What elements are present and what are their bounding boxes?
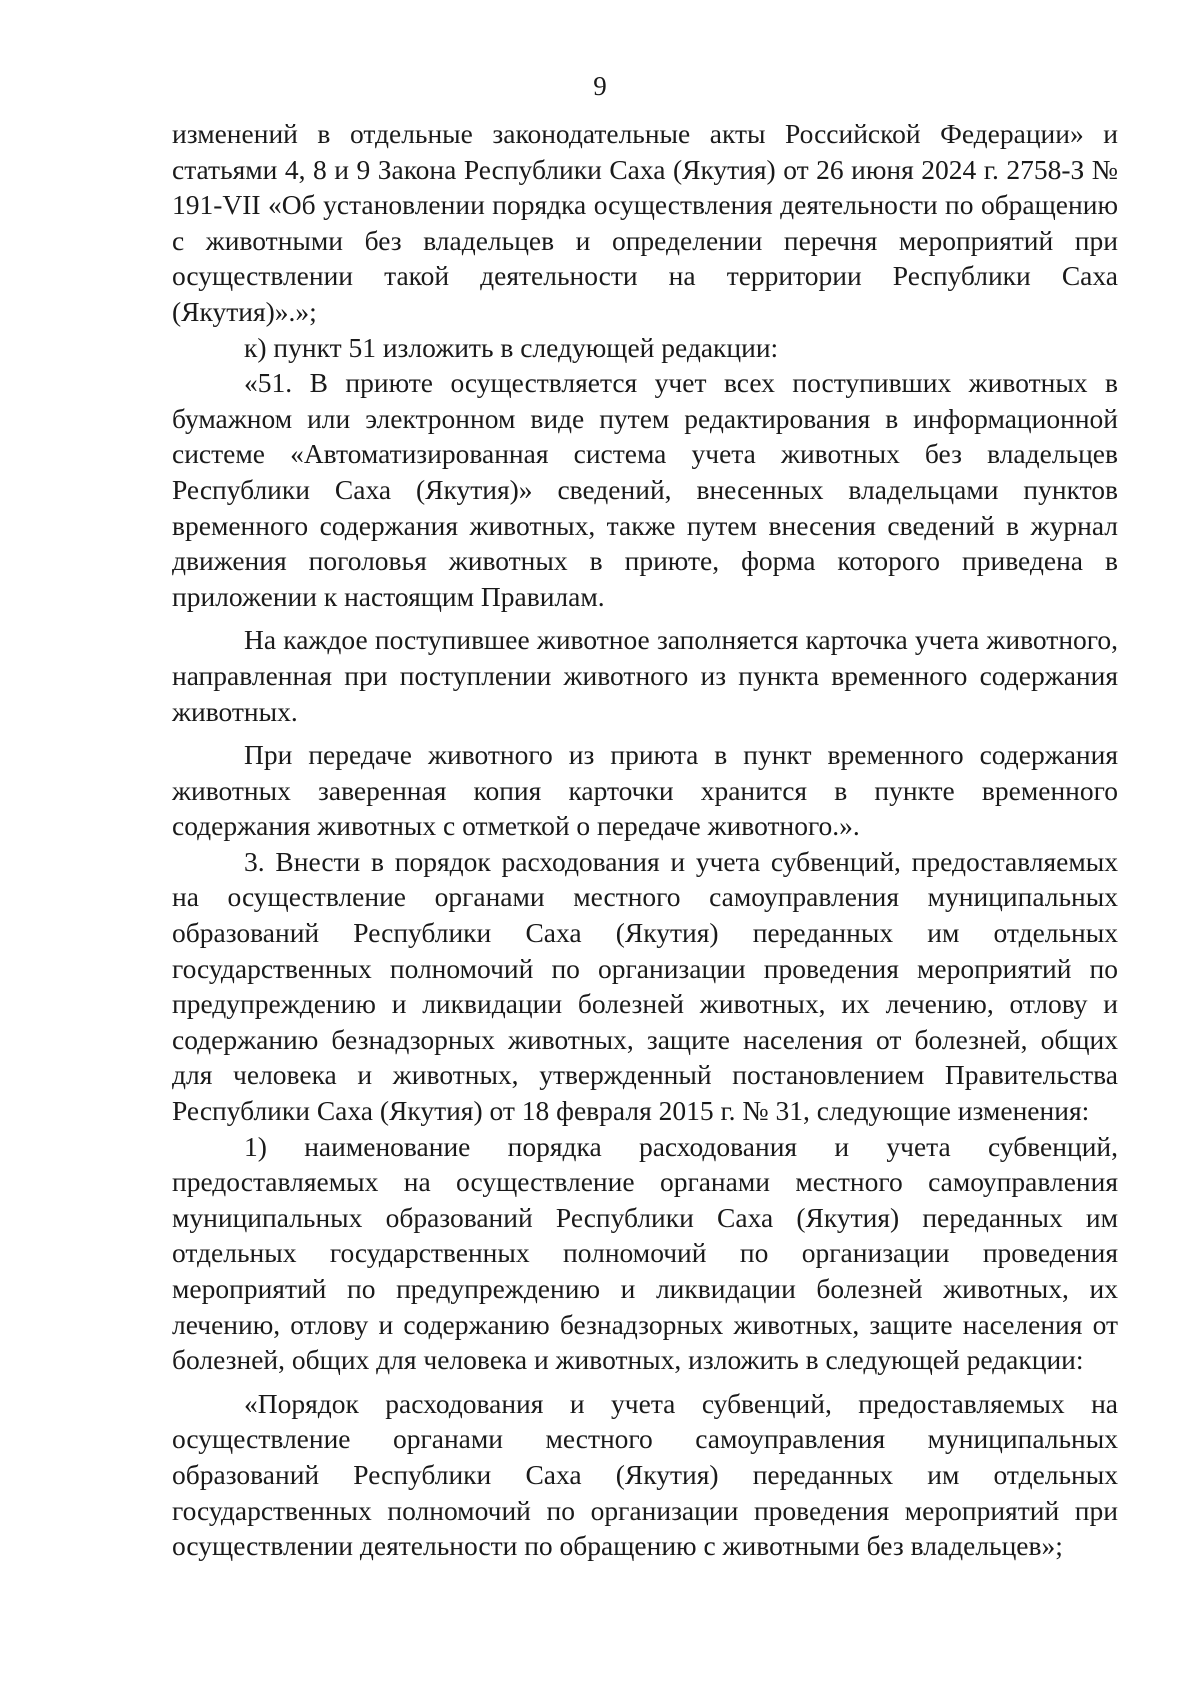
paragraph-continuation: изменений в отдельные законодательные акты Российской Федерации» и статьями 4, 8 и 9 Закона Республики Саха (Якутия) от 26 июня 2024 г. 2758-З № 191-VII «Об установлении порядка осуществления деятельности по обращению с животными без владельцев и определении перечня мероприятий при осуществлении такой деятельности на территории Республики Саха (Якутия)».»;: [172, 118, 1118, 327]
paragraph-section-3: 3. Внести в порядок расходования и учета субвенций, предоставляемых на осуществление органами местного самоуправления муниципальных образований Республики Саха (Якутия) переданных им отдельных государственных полномочий по организации проведения мероприятий по предупреждению и ликвидации болезней животных, их лечению, отлову и содержанию безнадзорных животных, защите населения от болезней, общих для человека и животных, утвержденный постановлением Правительства Республики Саха (Якутия) от 18 февраля 2015 г. № 31, следующие изменения:: [172, 845, 1118, 1127]
paragraph-new-title: «Порядок расходования и учета субвенций, предоставляемых на осуществление органами местного самоуправления муниципальных образований Республики Саха (Якутия) переданных им отдельных государственных полномочий по организации проведения мероприятий при осуществлении деятельности по обращению с животными без владельцев»;: [172, 1387, 1118, 1562]
paragraph-subitem-k: к) пункт 51 изложить в следующей редакции:: [244, 331, 779, 363]
paragraph-animal-card: На каждое поступившее животное заполняется карточка учета животного, направленная при поступлении животного из пункта временного содержания животных.: [172, 624, 1118, 727]
page-number: 9: [593, 71, 607, 101]
paragraph-transfer: При передаче животного из приюта в пункт временного содержания животных заверенная копия карточки хранится в пункте временного содержания животных с отметкой о передаче животного.».: [172, 739, 1118, 842]
document-body: [172, 116, 1118, 1564]
paragraph-subitem-1: 1) наименование порядка расходования и учета субвенций, предоставляемых на осуществление органами местного самоуправления муниципальных образований Республики Саха (Якутия) переданных им отдельных государственных полномочий по организации проведения мероприятий по предупреждению и ликвидации болезней животных, их лечению, отлову и содержанию безнадзорных животных, защите населения от болезней, общих для человека и животных, изложить в следующей редакции:: [172, 1130, 1118, 1376]
paragraph-item-51: «51. В приюте осуществляется учет всех поступивших животных в бумажном или электронном виде путем редактирования в информационной системе «Автоматизированная система учета животных без владельцев Республики Саха (Якутия)» сведений, внесенных владельцами пунктов временного содержания животных, также путем внесения сведений в журнал движения поголовья животных в приюте, форма которого приведена в приложении к настоящим Правилам.: [172, 367, 1118, 612]
